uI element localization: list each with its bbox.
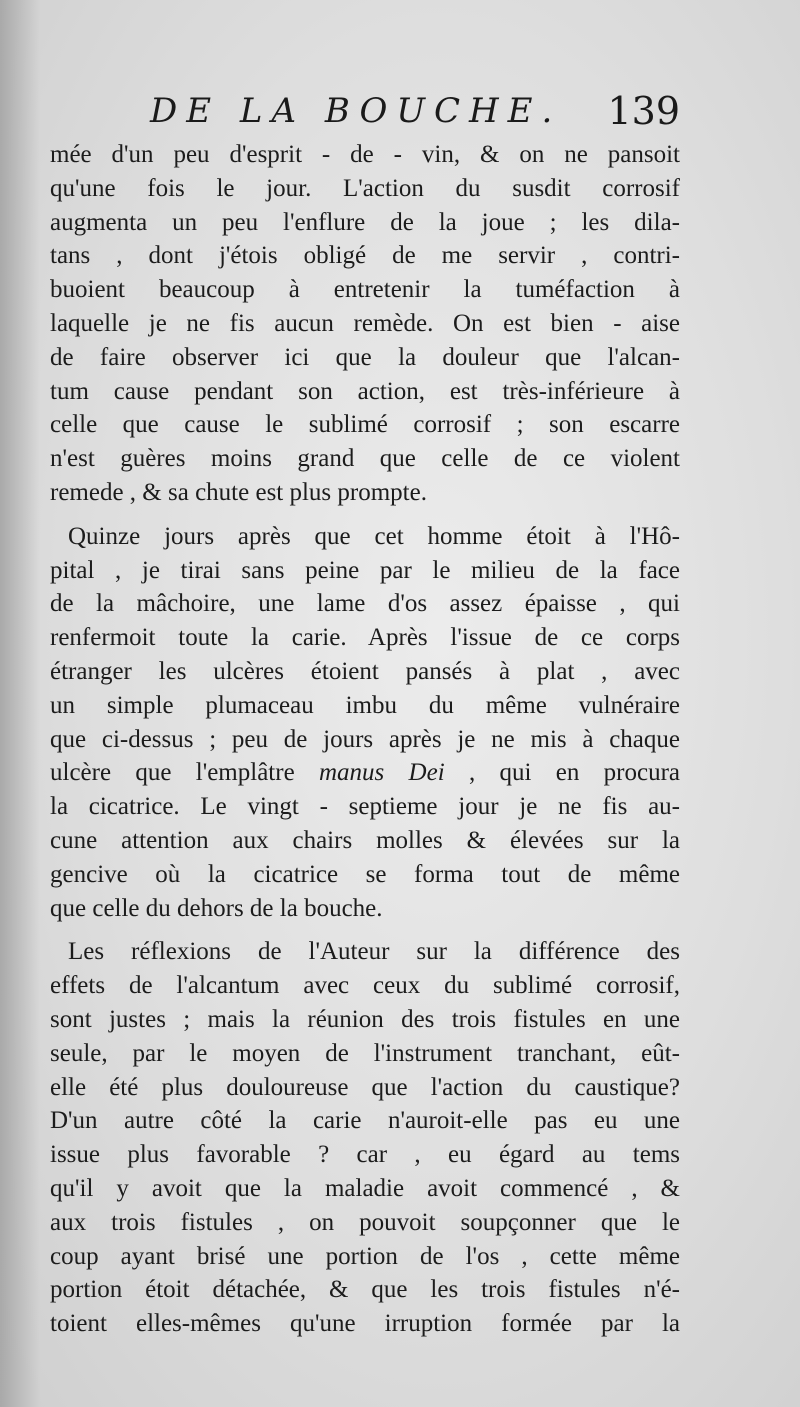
text-line: un simple plumaceau imbu du même vulnéraire	[50, 691, 680, 719]
text-line: aux trois fistules , on pouvoit soupçonner que le	[50, 1208, 680, 1236]
text-line: étranger les ulcères étoient pansés à plat , avec	[50, 657, 680, 685]
text-line: la cicatrice. Le vingt - septieme jour je ne fis au-	[50, 793, 680, 821]
text-line: qu'une fois le jour. L'action du susdit corrosif	[50, 174, 680, 202]
text-line: pital , je tirai sans peine par le milieu de la face	[50, 556, 680, 584]
text-line: de faire observer ici que la douleur que l'alcan-	[50, 343, 680, 371]
text-line: celle que cause le sublimé corrosif ; son escarre	[50, 411, 680, 439]
text-line: portion étoit détachée, & que les trois fistules n'é-	[50, 1276, 680, 1304]
text-line: gencive où la cicatrice se forma tout de même	[50, 860, 680, 888]
text-line: seule, par le moyen de l'instrument tranchant, eût-	[50, 1039, 680, 1067]
text-line: D'un autre côté la carie n'auroit-elle pas eu une	[50, 1107, 680, 1135]
text-line: effets de l'alcantum avec ceux du sublimé corrosif,	[50, 972, 680, 1000]
text-line: augmenta un peu l'enflure de la joue ; les dila-	[50, 208, 680, 236]
text-line: Quinze jours après que cet homme étoit à l'Hô-	[68, 522, 680, 550]
gutter-shadow	[0, 0, 40, 1407]
text-line: n'est guères moins grand que celle de ce violent	[50, 445, 680, 473]
page-number: 139	[607, 89, 680, 133]
text-line: de la mâchoire, une lame d'os assez épaisse , qui	[50, 590, 680, 618]
paragraph	[50, 138, 680, 510]
text-line: que ci-dessus ; peu de jours après je ne mis à chaque	[50, 725, 680, 753]
text-line: ulcère que l'emplâtre manus Dei , qui en procura	[50, 759, 680, 787]
text-line: tans , dont j'étois obligé de me servir , contri-	[50, 242, 680, 270]
body-text	[50, 138, 680, 1341]
paragraph	[50, 935, 680, 1341]
italic-phrase: manus Dei	[318, 759, 445, 787]
text-line: elle été plus douloureuse que l'action du caustique?	[50, 1073, 680, 1101]
text-line: sont justes ; mais la réunion des trois fistules en une	[50, 1005, 680, 1033]
text-line: qu'il y avoit que la maladie avoit commencé , &	[50, 1174, 680, 1202]
text-line: tum cause pendant son action, est très-inférieure à	[50, 377, 680, 405]
text-line: buoient beaucoup à entretenir la tuméfaction à	[50, 276, 680, 304]
page-header	[150, 88, 680, 134]
text-line: issue plus favorable ? car , eu égard au tems	[50, 1141, 680, 1169]
text-line: toient elles-mêmes qu'une irruption formée par la	[50, 1310, 680, 1338]
text-line: remede , & sa chute est plus prompte.	[50, 478, 427, 506]
text-line: laquelle je ne fis aucun remède. On est bien - aise	[50, 309, 680, 337]
text-line: Les réflexions de l'Auteur sur la différence des	[68, 938, 680, 966]
text-line: mée d'un peu d'esprit - de - vin, & on ne pansoit	[50, 141, 680, 168]
text-line: coup ayant brisé une portion de l'os , cette même	[50, 1242, 680, 1270]
text-line: que celle du dehors de la bouche.	[50, 894, 383, 922]
paragraph	[50, 520, 680, 926]
text-line: cune attention aux chairs molles & élevées sur la	[50, 826, 680, 854]
text-line: renfermoit toute la carie. Après l'issue de ce corps	[50, 624, 680, 652]
running-title: DE LA BOUCHE.	[150, 91, 562, 131]
